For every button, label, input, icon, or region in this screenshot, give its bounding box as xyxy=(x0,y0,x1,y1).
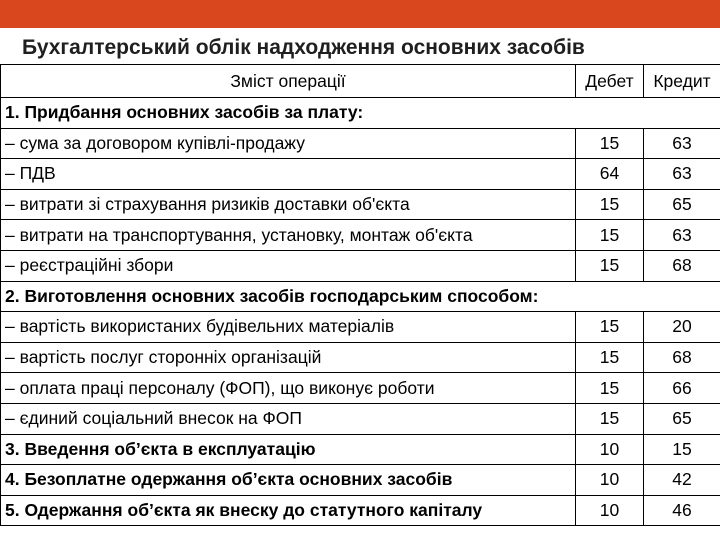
table-row xyxy=(1,465,720,496)
accent-bar xyxy=(0,0,720,28)
operation-cell: – витрати зі страхування ризиків доставки об'єкта xyxy=(1,189,576,220)
debit-cell: 10 xyxy=(576,465,644,496)
operation-cell: 4. Безоплатне одержання об’єкта основних засобів xyxy=(1,465,576,496)
debit-cell: 15 xyxy=(576,128,644,159)
credit-cell: 20 xyxy=(644,312,720,343)
operation-cell: – ПДВ xyxy=(1,159,576,190)
operation-cell: – єдиний соціальний внесок на ФОП xyxy=(1,403,576,434)
column-header-debit: Дебет xyxy=(576,65,644,98)
column-header-operation: Зміст операції xyxy=(1,65,576,98)
table-row xyxy=(1,495,720,526)
debit-cell: 10 xyxy=(576,495,644,526)
credit-cell: 63 xyxy=(644,128,720,159)
table-row xyxy=(1,373,720,404)
credit-cell: 65 xyxy=(644,403,720,434)
credit-cell: 46 xyxy=(644,495,720,526)
credit-cell: 63 xyxy=(644,220,720,251)
section-label: 2. Виготовлення основних засобів господарським способом: xyxy=(1,281,720,312)
table-row xyxy=(1,220,720,251)
table-row xyxy=(1,159,720,190)
column-header-credit: Кредит xyxy=(644,65,720,98)
debit-cell: 15 xyxy=(576,403,644,434)
credit-cell: 68 xyxy=(644,250,720,281)
operation-cell: – сума за договором купівлі-продажу xyxy=(1,128,576,159)
credit-cell: 65 xyxy=(644,189,720,220)
table-row xyxy=(1,342,720,373)
credit-cell: 63 xyxy=(644,159,720,190)
table-header-row xyxy=(1,65,720,98)
operation-cell: – реєстраційні збори xyxy=(1,250,576,281)
credit-cell: 68 xyxy=(644,342,720,373)
debit-cell: 10 xyxy=(576,434,644,465)
section-row xyxy=(1,98,720,129)
operation-cell: 5. Одержання об’єкта як внеску до статутного капіталу xyxy=(1,495,576,526)
section-label: 1. Придбання основних засобів за плату: xyxy=(1,98,720,129)
debit-cell: 15 xyxy=(576,189,644,220)
operation-cell: – витрати на транспортування, установку, монтаж об'єкта xyxy=(1,220,576,251)
table-row xyxy=(1,189,720,220)
debit-cell: 15 xyxy=(576,342,644,373)
operation-cell: – вартість використаних будівельних матеріалів xyxy=(1,312,576,343)
debit-cell: 64 xyxy=(576,159,644,190)
page-title: Бухгалтерський облік надходження основних засобів xyxy=(22,36,585,59)
table-row xyxy=(1,128,720,159)
credit-cell: 42 xyxy=(644,465,720,496)
debit-cell: 15 xyxy=(576,312,644,343)
operation-cell: – вартість послуг сторонніх організацій xyxy=(1,342,576,373)
operation-cell: 3. Введення об’єкта в експлуатацію xyxy=(1,434,576,465)
debit-cell: 15 xyxy=(576,250,644,281)
table-row xyxy=(1,250,720,281)
operation-cell: – оплата праці персоналу (ФОП), що виконує роботи xyxy=(1,373,576,404)
debit-cell: 15 xyxy=(576,220,644,251)
table-row xyxy=(1,312,720,343)
credit-cell: 15 xyxy=(644,434,720,465)
table-row xyxy=(1,403,720,434)
accounting-table xyxy=(0,64,720,526)
table-row xyxy=(1,434,720,465)
debit-cell: 15 xyxy=(576,373,644,404)
section-row xyxy=(1,281,720,312)
credit-cell: 66 xyxy=(644,373,720,404)
